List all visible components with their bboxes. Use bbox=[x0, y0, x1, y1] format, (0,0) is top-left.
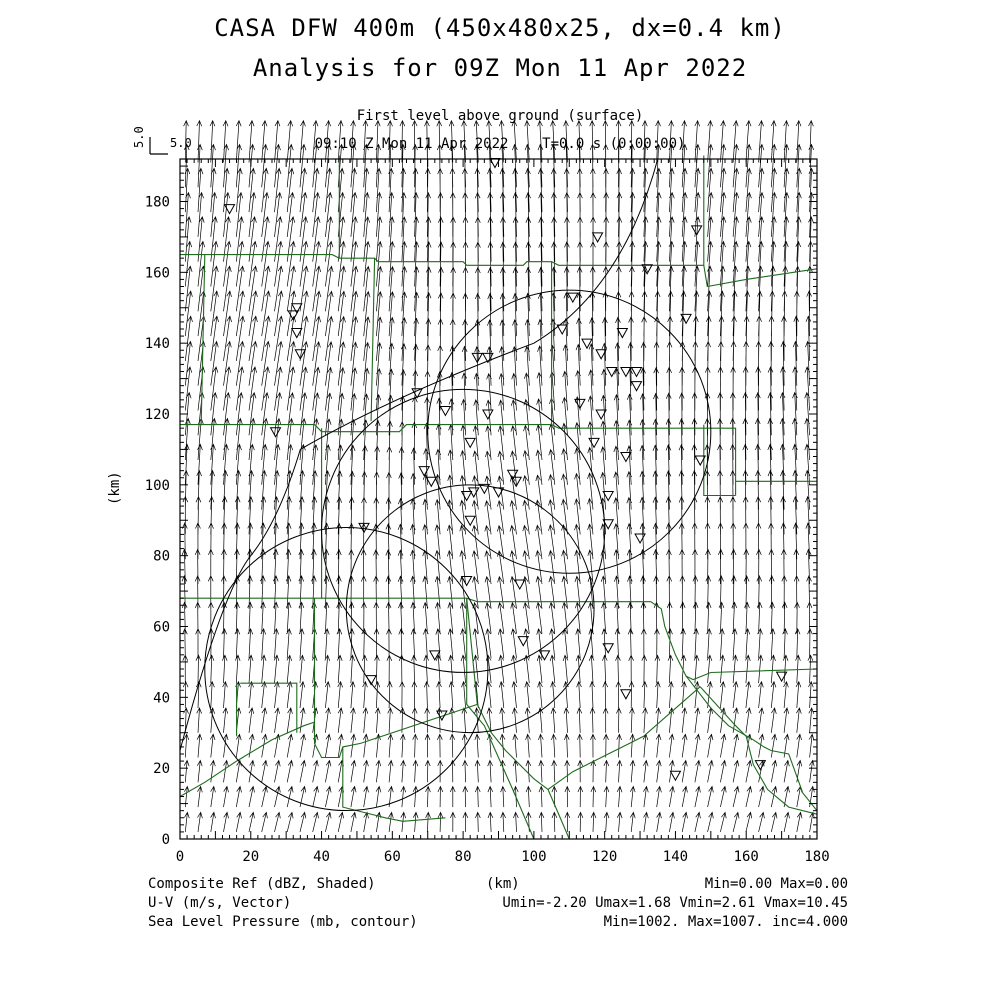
county-boundary-11 bbox=[322, 598, 817, 679]
wind-vectors bbox=[182, 121, 814, 832]
radar-site-54 bbox=[777, 672, 787, 681]
x-axis-label: (km) bbox=[486, 876, 520, 892]
vector-reference-legend bbox=[132, 126, 192, 154]
x-tick-label: 160 bbox=[733, 849, 759, 865]
vector-ref-value: 5.0 bbox=[170, 136, 192, 150]
y-tick-label: 140 bbox=[144, 336, 170, 353]
y-axis-label: (km) bbox=[107, 471, 123, 505]
radar-site-21 bbox=[483, 410, 493, 419]
radar-site-layer bbox=[225, 159, 787, 781]
x-tick-label: 80 bbox=[454, 849, 472, 865]
county-boundary-20 bbox=[548, 789, 569, 839]
y-tick-label: 40 bbox=[153, 690, 170, 707]
y-tick-label: 120 bbox=[144, 407, 170, 423]
footer-slp-minmax: Min=1002. Max=1007. inc=4.000 bbox=[603, 914, 848, 930]
county-boundary-16 bbox=[180, 722, 315, 796]
level-subtitle: First level above ground (surface) bbox=[356, 108, 644, 124]
footer-slp-label: Sea Level Pressure (mb, contour) bbox=[148, 914, 418, 930]
title-line-2: Analysis for 09Z Mon 11 Apr 2022 bbox=[252, 54, 748, 82]
radar-site-17 bbox=[469, 488, 479, 497]
x-tick-label: 140 bbox=[662, 849, 689, 865]
radar-site-14 bbox=[465, 438, 475, 447]
y-tick-label: 80 bbox=[153, 548, 170, 565]
pressure-contour-2 bbox=[205, 527, 488, 810]
radar-site-34 bbox=[593, 233, 603, 242]
footer-uv-minmax: Umin=-2.20 Umax=1.68 Vmin=2.61 Vmax=10.45 bbox=[502, 895, 848, 911]
radar-site-41 bbox=[617, 329, 627, 338]
y-tick-label: 160 bbox=[144, 265, 170, 282]
footer-uv-label: U-V (m/s, Vector) bbox=[148, 895, 292, 911]
x-tick-label: 0 bbox=[175, 849, 185, 865]
y-tick-label: 100 bbox=[144, 477, 170, 494]
vector-ref-rotated-label: 5.0 bbox=[132, 126, 146, 148]
footer-ref-minmax: Min=0.00 Max=0.00 bbox=[704, 876, 848, 892]
x-tick-label: 180 bbox=[804, 849, 830, 865]
y-tick-label: 60 bbox=[153, 619, 170, 636]
radar-site-7 bbox=[412, 389, 422, 398]
county-boundary-7 bbox=[704, 425, 736, 496]
time-stamp: 09:10 Z Mon 11 Apr 2022 T=0.0 s (0:00:00) bbox=[314, 136, 686, 152]
radar-site-45 bbox=[632, 382, 642, 391]
radar-site-30 bbox=[568, 293, 578, 302]
radar-site-32 bbox=[582, 339, 592, 348]
county-boundary-13 bbox=[477, 687, 700, 790]
county-boundary-2 bbox=[371, 258, 375, 421]
radar-site-13 bbox=[462, 491, 472, 500]
pressure-contour-3 bbox=[346, 485, 594, 733]
y-tick-label: 20 bbox=[153, 761, 170, 778]
radar-site-33 bbox=[589, 438, 599, 447]
radar-site-47 bbox=[635, 534, 645, 543]
y-tick-label: 0 bbox=[161, 832, 170, 848]
x-tick-label: 40 bbox=[313, 849, 330, 865]
title-line-1: CASA DFW 400m (450x480x25, dx=0.4 km) bbox=[214, 14, 786, 42]
y-tick-label: 180 bbox=[144, 194, 170, 211]
wind-vector-layer bbox=[182, 121, 814, 832]
radar-site-24 bbox=[508, 470, 518, 479]
vector-ref-arrow bbox=[150, 137, 168, 154]
radar-site-49 bbox=[670, 771, 680, 780]
radar-site-46 bbox=[632, 368, 642, 377]
x-tick-label: 100 bbox=[521, 849, 547, 865]
radar-site-11 bbox=[440, 406, 450, 415]
x-tick-label: 120 bbox=[592, 849, 618, 865]
radar-site-16 bbox=[462, 576, 472, 585]
radar-site-8 bbox=[419, 467, 429, 476]
x-tick-label: 60 bbox=[383, 849, 401, 865]
x-tick-label: 20 bbox=[242, 849, 260, 865]
radar-site-15 bbox=[465, 516, 475, 525]
footer-composite-ref-label: Composite Ref (dBZ, Shaded) bbox=[148, 876, 376, 892]
radar-site-44 bbox=[621, 690, 631, 699]
